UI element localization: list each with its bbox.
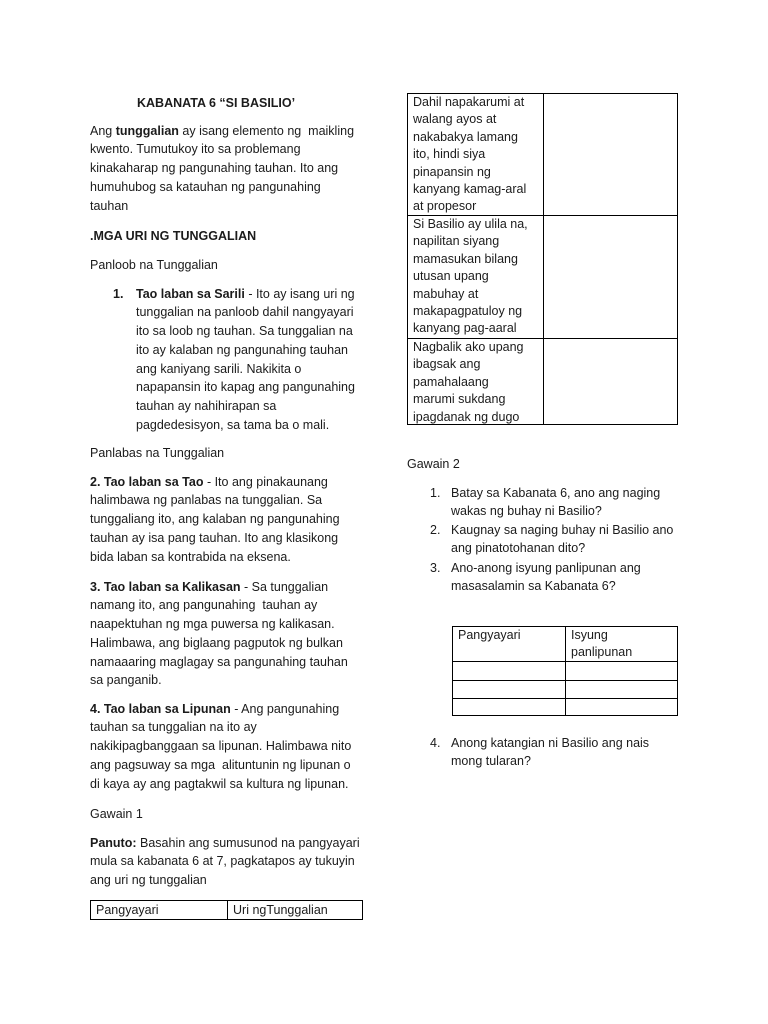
cell-line: mabuhay at (413, 286, 479, 301)
cell-line: kanyang pag-aaral (413, 321, 517, 336)
intro-paragraph (90, 122, 354, 216)
item-line: Halimbawa, ang biglaang pagputok ng bulkan (90, 635, 343, 650)
item-tao-laban-sa-sarili (136, 285, 355, 435)
item-line: naapektuhan ng mga puwersa ng kalikasan. (90, 617, 335, 632)
item-line: tauhan ay nahihirapan sa (136, 399, 277, 414)
table-row (453, 698, 677, 715)
item-line (90, 473, 340, 492)
panuto-paragraph (90, 834, 360, 890)
table-header-cell (565, 627, 677, 661)
cell-line: napilitan siyang (413, 234, 500, 249)
cell-line: Nagbalik ako upang (413, 340, 524, 354)
table-cell-empty (453, 681, 565, 698)
intro-term: tunggalian (115, 123, 179, 138)
table-row (453, 661, 677, 680)
question-line: ang pinatotohanan dito? (451, 541, 586, 556)
event-cell (408, 216, 543, 338)
cell-line: makapagpatuloy ng (413, 304, 523, 319)
item-line (90, 578, 348, 597)
cell-line: at propesor (413, 199, 477, 214)
header-line: Pangyayari (458, 628, 521, 642)
item-text: - Ito ay isang uri ng (244, 286, 355, 301)
question-line: Ano-anong isyung panlipunan ang (451, 560, 641, 575)
panuto-line: mula sa kabanata 6 at 7, pagkatapos ay tukuyin (90, 854, 355, 869)
item-line: tunggaliang ito, ang kalaban ng pangunahing (90, 512, 340, 527)
item-line: pagdedesisyon, sa tama ba o mali. (136, 417, 330, 432)
item-number: 1. (113, 286, 124, 301)
question-number: 4. (430, 735, 441, 750)
cell-line: utusan upang (413, 269, 489, 284)
event-cell (408, 339, 543, 424)
panuto-line: ang uri ng tunggalian (90, 873, 207, 888)
gawain1-title: Gawain 1 (90, 806, 143, 821)
item-line: sa panganib. (90, 673, 162, 688)
question-number: 1. (430, 485, 441, 500)
chapter-title: KABANATA 6 “SI BASILIO’ (137, 95, 296, 110)
item-tao-laban-sa-tao (90, 473, 340, 567)
question-2 (451, 521, 673, 559)
item-line: ito ay kalaban ng pangunahing tauhan (136, 342, 348, 357)
gawain1-table (90, 900, 363, 920)
event-cell (408, 94, 543, 215)
item-line: tunggalian na panloob dahil nangyayari (136, 305, 354, 320)
table-row (408, 215, 677, 338)
item-line: di kaya ay ang pagtakwil sa kultura ng lipunan. (90, 776, 349, 791)
cell-line: ibagsak ang (413, 357, 481, 372)
item-lead: Tao laban sa Sarili (136, 286, 245, 301)
question-number: 2. (430, 522, 441, 537)
table-cell-empty (453, 699, 565, 715)
table-row (408, 338, 677, 424)
item-line: ang kaniyang sarili. Nakikita o (136, 361, 302, 376)
table-cell-empty (543, 94, 677, 215)
cell-line: Si Basilio ay ulila na, (413, 217, 528, 231)
intro-line: kinakaharap ng pangunahing tauhan. Ito ang (90, 161, 339, 176)
table-cell-empty (565, 681, 677, 698)
cell-line: Dahil napakarumi at (413, 95, 525, 109)
panuto-label: Panuto: (90, 835, 137, 850)
item-line: tauhan ay isa pang tauhan. Ito ang klasikong (90, 530, 339, 545)
item-line: tauhan sa tunggalian na ito ay (90, 720, 257, 735)
intro-text: Ang (90, 123, 116, 138)
events-table (407, 93, 678, 425)
table-cell-empty (565, 662, 677, 680)
table-cell-empty (543, 339, 677, 424)
item-line: namaaaring maglagay sa pangunahing tauhan (90, 654, 348, 669)
gawain2-title: Gawain 2 (407, 456, 460, 471)
cell-line: nakabakya lamang (413, 129, 518, 144)
panuto-line (90, 834, 360, 853)
item-tao-laban-sa-kalikasan (90, 578, 348, 691)
item-line: halimbawa ng panlabas na tunggalian. Sa (90, 493, 323, 508)
question-line: Kaugnay sa naging buhay ni Basilio ano (451, 522, 674, 537)
table-row (453, 680, 677, 698)
panuto-text: Basahin ang sumusunod na pangyayari (136, 835, 360, 850)
question-line: masasalamin sa Kabanata 6? (451, 579, 616, 594)
item-tao-laban-sa-lipunan (90, 700, 351, 794)
table-header-row (91, 901, 362, 919)
question-number: 3. (430, 560, 441, 575)
intro-line: humuhubog sa katauhan ng pangunahing (90, 179, 321, 194)
item-lead: 4. Tao laban sa Lipunan (90, 701, 231, 716)
table-header-row (453, 627, 677, 661)
question-line: wakas ng buhay ni Basilio? (451, 504, 602, 519)
item-text: - Ito ang pinakaunang (203, 474, 328, 489)
intro-text: ay isang elemento ng maikling (178, 123, 355, 138)
item-line: nakikipagbanggaan sa lipunan. Halimbawa nito (90, 739, 352, 754)
table-cell-empty (543, 216, 677, 338)
panloob-label: Panloob na Tunggalian (90, 257, 218, 272)
question-3 (451, 559, 641, 597)
table-header-cell: Pangyayari (96, 903, 159, 917)
item-lead: 2. Tao laban sa Tao (90, 474, 204, 489)
intro-line: tauhan (90, 198, 129, 213)
header-line: Isyung (571, 628, 608, 642)
intro-line: kwento. Tumutukoy ito sa problemang (90, 142, 301, 157)
cell-line: ipagdanak ng dugo (413, 409, 520, 424)
header-line: panlipunan (571, 645, 633, 660)
panlabas-label: Panlabas na Tunggalian (90, 445, 225, 460)
cell-line: mamasukan bilang (413, 251, 518, 266)
question-4 (451, 734, 649, 772)
item-line: ito sa loob ng tauhan. Sa tunggalian na (136, 324, 353, 339)
table-cell-empty (453, 662, 565, 680)
cell-line: marumi sukdang (413, 392, 506, 407)
table-cell-empty (565, 699, 677, 715)
cell-line: walang ayos at (413, 112, 497, 127)
cell-line: kanyang kamag-aral (413, 182, 527, 197)
intro-line (90, 122, 354, 141)
question-line: mong tularan? (451, 754, 531, 769)
item-line: ang pagsuway sa mga alituntunin ng lipunan o (90, 757, 351, 772)
table-header-cell (453, 627, 565, 661)
question-line: Batay sa Kabanata 6, ano ang naging (451, 485, 661, 500)
question-1 (451, 484, 660, 522)
issues-table (452, 626, 678, 716)
item-line: bida laban sa kontrabida na eksena. (90, 549, 291, 564)
item-line: namang ito, ang pangunahing tauhan ay (90, 598, 318, 613)
table-header-cell: Uri ngTunggalian (227, 901, 362, 919)
cell-line: pinapansin ng (413, 164, 491, 179)
item-text: - Sa tunggalian (240, 579, 329, 594)
cell-line: pamahalaang (413, 374, 489, 389)
cell-line: ito, hindi siya (413, 147, 486, 162)
item-text: - Ang pangunahing (230, 701, 340, 716)
item-line: napapansin ito kapag ang pangunahing (136, 380, 355, 395)
item-line (136, 285, 355, 304)
item-line (90, 700, 351, 719)
section-heading: .MGA URI NG TUNGGALIAN (90, 228, 257, 243)
question-line: Anong katangian ni Basilio ang nais (451, 735, 650, 750)
item-lead: 3. Tao laban sa Kalikasan (90, 579, 241, 594)
table-row (408, 94, 677, 215)
